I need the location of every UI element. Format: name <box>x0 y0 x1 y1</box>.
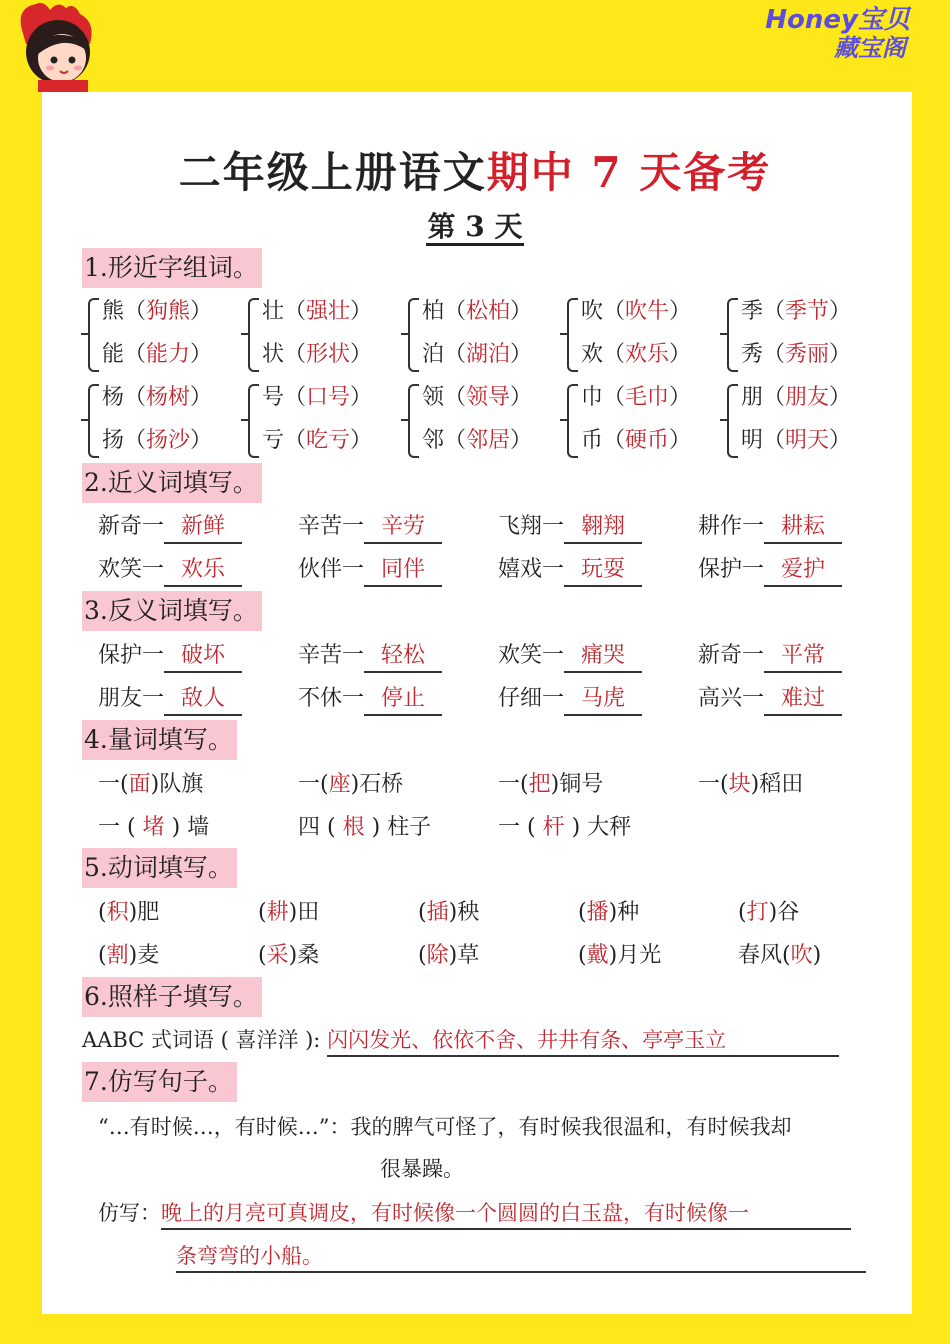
char-pair <box>567 376 691 462</box>
char-pair <box>88 290 212 376</box>
brace-icon <box>248 384 259 458</box>
char-pair <box>248 376 372 462</box>
char-pair-row <box>727 290 851 333</box>
measure-suffix: )稻田 <box>750 772 804 797</box>
char: 朋 <box>741 385 764 410</box>
verb-prefix: ( <box>578 943 587 968</box>
imitate-line-2 <box>176 1241 866 1273</box>
verb-suffix: )田 <box>288 900 320 925</box>
char-word-answer: 湖泊 <box>466 342 511 367</box>
brace-icon <box>248 298 259 372</box>
char-word-answer: 形状 <box>306 342 351 367</box>
char-word-answer: 扬沙 <box>146 428 191 453</box>
char-word-answer: 吃亏 <box>306 428 351 453</box>
char-pair-row <box>408 376 532 419</box>
fill-item <box>698 684 842 716</box>
char: 杨 <box>102 385 125 410</box>
fill-item <box>98 512 242 544</box>
paren-open: （ <box>603 299 626 324</box>
brace-icon <box>567 384 578 458</box>
fill-question: 辛苦一 <box>298 514 365 539</box>
fill-answer: 欢乐 <box>164 555 242 587</box>
fill-question: 欢笑一 <box>498 643 565 668</box>
measure-answer: 根 <box>342 815 365 840</box>
verb-answer: 插 <box>426 900 449 925</box>
verb-item <box>578 898 639 928</box>
day-label: 第 3 天 <box>426 210 525 246</box>
char-word-answer: 季节 <box>785 299 830 324</box>
fill-question: 仔细一 <box>498 686 565 711</box>
paren-open: （ <box>284 342 307 367</box>
fill-item <box>298 555 442 587</box>
paren-open: （ <box>603 342 626 367</box>
measure-item <box>498 813 631 843</box>
measure-item <box>298 813 431 843</box>
char-word-answer: 邻居 <box>466 428 511 453</box>
fill-answer: 新鲜 <box>164 512 242 544</box>
fill-question: 保护一 <box>698 557 765 582</box>
verb-item <box>98 941 159 971</box>
pattern-label: AABC 式词语 ( 喜洋洋 ): <box>82 1028 321 1052</box>
verb-prefix: ( <box>418 943 427 968</box>
fill-item <box>498 555 642 587</box>
measure-suffix: )石桥 <box>350 772 404 797</box>
fill-answer: 爱护 <box>764 555 842 587</box>
fill-question: 新奇一 <box>698 643 765 668</box>
fill-answer: 平常 <box>764 641 842 673</box>
measure-prefix: 一 ( <box>98 815 143 840</box>
verb-prefix: ( <box>98 943 107 968</box>
char: 邻 <box>422 428 445 453</box>
paren-open: （ <box>444 342 467 367</box>
char-pair <box>408 376 532 462</box>
measure-item <box>98 813 209 843</box>
fill-answer: 玩耍 <box>564 555 642 587</box>
fill-question: 耕作一 <box>698 514 765 539</box>
fill-question: 飞翔一 <box>498 514 565 539</box>
paren-open: （ <box>603 428 626 453</box>
char: 巾 <box>581 385 604 410</box>
char-pair-row <box>88 419 212 462</box>
paren-open: （ <box>763 428 786 453</box>
char-pair-row <box>408 290 532 333</box>
paren-close: ） <box>350 299 373 324</box>
paren-close: ） <box>669 299 692 324</box>
measure-suffix: ) 墙 <box>164 815 210 840</box>
paren-open: （ <box>444 385 467 410</box>
fill-question: 伙伴一 <box>298 557 365 582</box>
verb-item <box>98 898 159 928</box>
char: 欢 <box>581 342 604 367</box>
verb-suffix: )月光 <box>608 943 662 968</box>
section-heading-4: 4.量词填写。 <box>82 720 237 760</box>
measure-prefix: 四 ( <box>298 815 343 840</box>
char-pair-row <box>88 333 212 376</box>
paren-open: （ <box>124 428 147 453</box>
char-word-answer: 秀丽 <box>785 342 830 367</box>
char-pair-row <box>248 376 372 419</box>
example-sentence-line-2: 很暴躁。 <box>380 1157 464 1181</box>
fill-answer: 马虎 <box>564 684 642 716</box>
fill-answer: 辛劳 <box>364 512 442 544</box>
char-word-answer: 杨树 <box>146 385 191 410</box>
char: 能 <box>102 342 125 367</box>
fill-item <box>298 512 442 544</box>
fill-question: 新奇一 <box>98 514 165 539</box>
measure-item <box>298 770 403 800</box>
paren-close: ） <box>669 342 692 367</box>
char-word-answer: 能力 <box>146 342 191 367</box>
measure-prefix: 一( <box>298 772 329 797</box>
char-pair-row <box>567 333 691 376</box>
fill-item <box>698 555 842 587</box>
brand-line-1: Honey宝贝 <box>765 5 910 35</box>
verb-answer: 割 <box>106 943 129 968</box>
verb-prefix: ( <box>258 943 267 968</box>
char-pair-row <box>408 419 532 462</box>
paren-close: ） <box>829 385 852 410</box>
brace-icon <box>408 298 419 372</box>
verb-suffix: )谷 <box>768 900 800 925</box>
measure-suffix: ) 大秤 <box>564 815 632 840</box>
verb-item <box>738 898 799 928</box>
char-word-answer: 领导 <box>466 385 511 410</box>
char: 币 <box>581 428 604 453</box>
verb-item <box>578 941 661 971</box>
verb-item <box>418 898 479 928</box>
verb-suffix: ) <box>812 943 822 968</box>
char-pair-row <box>727 419 851 462</box>
imitate-answer-2: 条弯弯的小船。 <box>176 1241 866 1273</box>
measure-prefix: 一( <box>98 772 129 797</box>
fill-question: 高兴一 <box>698 686 765 711</box>
paren-open: （ <box>763 299 786 324</box>
brand-logo <box>765 6 910 62</box>
char-pair-row <box>567 419 691 462</box>
char-pair <box>408 290 532 376</box>
fill-question: 不休一 <box>298 686 365 711</box>
paren-close: ） <box>190 428 213 453</box>
fill-answer: 难过 <box>764 684 842 716</box>
verb-suffix: )肥 <box>128 900 160 925</box>
paren-open: （ <box>444 428 467 453</box>
paren-close: ） <box>669 385 692 410</box>
char: 泊 <box>422 342 445 367</box>
char: 吹 <box>581 299 604 324</box>
paren-close: ） <box>350 428 373 453</box>
verb-suffix: )秧 <box>448 900 480 925</box>
brace-icon <box>727 384 738 458</box>
title-black: 二年级上册语文 <box>178 148 487 197</box>
fill-answer: 停止 <box>364 684 442 716</box>
paren-open: （ <box>124 342 147 367</box>
paren-close: ） <box>190 342 213 367</box>
verb-answer: 播 <box>586 900 609 925</box>
paren-close: ） <box>510 428 533 453</box>
paren-close: ） <box>350 342 373 367</box>
paren-open: （ <box>763 385 786 410</box>
brand-line-2: 藏宝阁 <box>834 34 906 62</box>
verb-prefix: ( <box>98 900 107 925</box>
brace-icon <box>88 384 99 458</box>
fill-question: 嬉戏一 <box>498 557 565 582</box>
brace-icon <box>88 298 99 372</box>
verb-prefix: ( <box>738 900 747 925</box>
char-pair-row <box>567 290 691 333</box>
section-heading-6: 6.照样子填写。 <box>82 977 262 1017</box>
char-word-answer: 欢乐 <box>625 342 670 367</box>
section-heading-1: 1.形近字组词。 <box>82 248 262 288</box>
paren-open: （ <box>284 428 307 453</box>
verb-item <box>258 898 319 928</box>
char: 状 <box>262 342 285 367</box>
paren-close: ） <box>829 428 852 453</box>
verb-answer: 戴 <box>586 943 609 968</box>
paren-open: （ <box>284 385 307 410</box>
fill-question: 欢笑一 <box>98 557 165 582</box>
fill-answer: 同伴 <box>364 555 442 587</box>
fill-question: 朋友一 <box>98 686 165 711</box>
char-pair-row <box>88 376 212 419</box>
char-pair-row <box>727 333 851 376</box>
pattern-answer: 闪闪发光、依依不舍、井井有条、亭亭玉立 <box>327 1025 839 1057</box>
page-subtitle <box>0 205 950 245</box>
fill-item <box>298 641 442 673</box>
char-pair-row <box>248 419 372 462</box>
measure-prefix: 一 ( <box>498 815 543 840</box>
measure-answer: 杆 <box>542 815 565 840</box>
measure-prefix: 一( <box>498 772 529 797</box>
char-word-answer: 硬币 <box>625 428 670 453</box>
measure-answer: 块 <box>728 772 751 797</box>
char-word-answer: 口号 <box>306 385 351 410</box>
char-pair <box>88 376 212 462</box>
char-pair <box>727 290 851 376</box>
paren-open: （ <box>444 299 467 324</box>
paren-open: （ <box>763 342 786 367</box>
fill-answer: 敌人 <box>164 684 242 716</box>
char-pair-row <box>248 333 372 376</box>
verb-prefix: ( <box>578 900 587 925</box>
measure-answer: 座 <box>328 772 351 797</box>
paren-close: ） <box>829 342 852 367</box>
fill-answer: 耕耘 <box>764 512 842 544</box>
char: 秀 <box>741 342 764 367</box>
fill-question: 保护一 <box>98 643 165 668</box>
char: 领 <box>422 385 445 410</box>
char-word-answer: 毛巾 <box>625 385 670 410</box>
char: 壮 <box>262 299 285 324</box>
fill-item <box>98 684 242 716</box>
paren-open: （ <box>284 299 307 324</box>
verb-answer: 采 <box>266 943 289 968</box>
fill-question: 辛苦一 <box>298 643 365 668</box>
measure-answer: 堵 <box>142 815 165 840</box>
measure-answer: 把 <box>528 772 551 797</box>
girl-avatar-icon <box>8 0 108 96</box>
char-word-answer: 吹牛 <box>625 299 670 324</box>
verb-answer: 积 <box>106 900 129 925</box>
fill-item <box>698 641 842 673</box>
section-heading-3: 3.反义词填写。 <box>82 591 262 631</box>
paren-close: ） <box>829 299 852 324</box>
char: 季 <box>741 299 764 324</box>
measure-suffix: ) 柱子 <box>364 815 432 840</box>
example-sentence-line-1: “…有时候…，有时候…”：我的脾气可怪了，有时候我很温和，有时候我却 <box>98 1115 792 1139</box>
char-word-answer: 强壮 <box>306 299 351 324</box>
char-word-answer: 明天 <box>785 428 830 453</box>
char: 亏 <box>262 428 285 453</box>
brace-icon <box>567 298 578 372</box>
fill-item <box>98 555 242 587</box>
char-word-answer: 狗熊 <box>146 299 191 324</box>
char-word-answer: 松柏 <box>466 299 511 324</box>
pattern-line <box>82 1025 839 1057</box>
fill-answer: 痛哭 <box>564 641 642 673</box>
verb-suffix: )种 <box>608 900 640 925</box>
paren-close: ） <box>350 385 373 410</box>
fill-answer: 翱翔 <box>564 512 642 544</box>
char-pair <box>727 376 851 462</box>
fill-answer: 破坏 <box>164 641 242 673</box>
char: 扬 <box>102 428 125 453</box>
measure-item <box>498 770 603 800</box>
brace-icon <box>727 298 738 372</box>
page-title <box>0 140 950 200</box>
verb-suffix: )麦 <box>128 943 160 968</box>
char-pair-row <box>248 290 372 333</box>
imitate-answer-1: 晚上的月亮可真调皮，有时候像一个圆圆的白玉盘，有时候像一 <box>161 1198 851 1230</box>
verb-item <box>258 941 319 971</box>
paren-close: ） <box>510 385 533 410</box>
verb-answer: 耕 <box>266 900 289 925</box>
verb-prefix: ( <box>418 900 427 925</box>
measure-answer: 面 <box>128 772 151 797</box>
char-pair <box>567 290 691 376</box>
paren-close: ） <box>190 385 213 410</box>
fill-item <box>98 641 242 673</box>
paren-open: （ <box>124 385 147 410</box>
imitate-label: 仿写： <box>98 1201 161 1225</box>
section-heading-7: 7.仿写句子。 <box>82 1062 237 1102</box>
verb-answer: 除 <box>426 943 449 968</box>
measure-item <box>698 770 803 800</box>
verb-item <box>418 941 479 971</box>
section-heading-2: 2.近义词填写。 <box>82 463 262 503</box>
verb-answer: 吹 <box>790 943 813 968</box>
char: 熊 <box>102 299 125 324</box>
fill-item <box>698 512 842 544</box>
char: 明 <box>741 428 764 453</box>
char-pair-row <box>408 333 532 376</box>
fill-item <box>498 641 642 673</box>
measure-item <box>98 770 203 800</box>
paren-open: （ <box>124 299 147 324</box>
verb-item <box>738 941 821 971</box>
fill-item <box>498 512 642 544</box>
verb-suffix: )桑 <box>288 943 320 968</box>
paren-close: ） <box>510 342 533 367</box>
measure-suffix: )铜号 <box>550 772 604 797</box>
paren-open: （ <box>603 385 626 410</box>
verb-answer: 打 <box>746 900 769 925</box>
char-word-answer: 朋友 <box>785 385 830 410</box>
char-pair-row <box>88 290 212 333</box>
char-pair <box>248 290 372 376</box>
fill-item <box>298 684 442 716</box>
verb-prefix: ( <box>258 900 267 925</box>
section-heading-5: 5.动词填写。 <box>82 848 237 888</box>
fill-answer: 轻松 <box>364 641 442 673</box>
char: 号 <box>262 385 285 410</box>
char-pair-row <box>567 376 691 419</box>
paren-close: ） <box>190 299 213 324</box>
imitate-line-1 <box>98 1198 851 1230</box>
paren-close: ） <box>510 299 533 324</box>
fill-item <box>498 684 642 716</box>
char-pair-row <box>727 376 851 419</box>
paren-close: ） <box>669 428 692 453</box>
measure-prefix: 一( <box>698 772 729 797</box>
char: 柏 <box>422 299 445 324</box>
title-red: 期中 7 天备考 <box>486 148 772 197</box>
measure-suffix: )队旗 <box>150 772 204 797</box>
verb-prefix: 春风( <box>738 943 791 968</box>
verb-suffix: )草 <box>448 943 480 968</box>
brace-icon <box>408 384 419 458</box>
